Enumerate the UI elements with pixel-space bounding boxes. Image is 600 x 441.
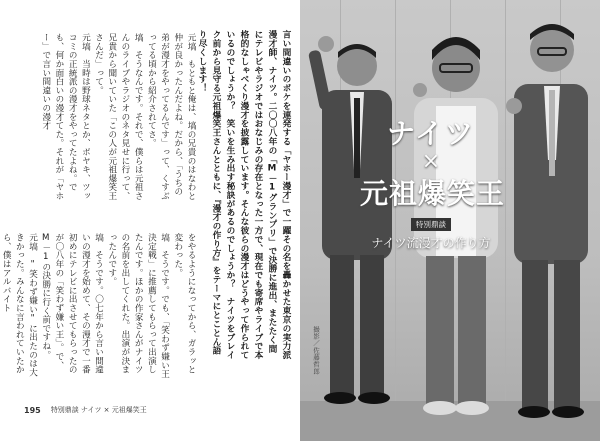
footer-label: 特別鼎談 ナイツ × 元祖爆笑王 [50, 406, 147, 414]
person-right [500, 10, 600, 441]
section-badge: 特別鼎談 [411, 218, 451, 231]
title-line1: ナイツ [386, 117, 476, 150]
intro-text: 言い間違いのボケを連発する「ヤホー漫才」で一躍その名を轟かせた東京の実力派漫才師、ナイツ。二〇〇八年の「M－1グランプリ」で決勝に進出、またたく間にテレビやラジオではおなじみの存在となった一方で、現在でも寄席やライブで本格的なしゃべくり漫才を披露しています。そんな彼らの漫才はどうやって作られているのでしょうか？ 笑いを生み出す秘訣があるのでしょうか？ ナイツをブレイク前から見守る元祖爆笑王さんとともに、『漫才の作り方』をテーマにとことん語り尽くします！ [197, 30, 291, 360]
photo-page [300, 0, 600, 441]
title-line2: 元祖爆笑王 [360, 177, 506, 210]
page-footer [24, 405, 147, 415]
article-title [360, 112, 506, 251]
body-text-bottom: をやるようになってから、ガラッと変わった。 塙 そうです。でも、「笑わず嫌い王決定戦」に推薦してもらって出演したんです。ほかの作家さんがナイツの名前を出してくれた。出演が決まったんです。 塙 そうです。〇七年から言い間違いの漫才を始めて、その漫才で一番初めにテレビに出させてもらったのが〇八年の「笑わず嫌い王」。で、M－1の決勝に行く前ですね。 元塙 "笑わず嫌い"に出たのは大きかった。みんなに言われていたから、僕はアルバイト [1, 233, 196, 379]
subtitle: ナイツ流漫才の作り方 [371, 236, 491, 250]
body-text-top: 元塙 もともと俺は、塙の兄貴のはなわと仲が良かったんだよね。だから、「うちの弟が漫才をやってるんです」って、くすぶってる頃から紹介されてさ。 塙 そうなんです。それで、僕らは元祖さんのライブやラジオのネタ見せに行って、兄貴から聞いていた「この人が元祖爆笑王さんだ」って。 元塙 当時は野球ネタとか、ボヤキ、ツッコミの正統派の漫才をやってたよね。でも、何か面白いの漫才てた。それが「ヤホー」で言い間違いの漫才 [40, 33, 196, 201]
photo-credit: 撮影／佐藤哲郎 [312, 326, 320, 375]
title-times: × [421, 149, 441, 174]
page-number: 195 [24, 405, 41, 415]
